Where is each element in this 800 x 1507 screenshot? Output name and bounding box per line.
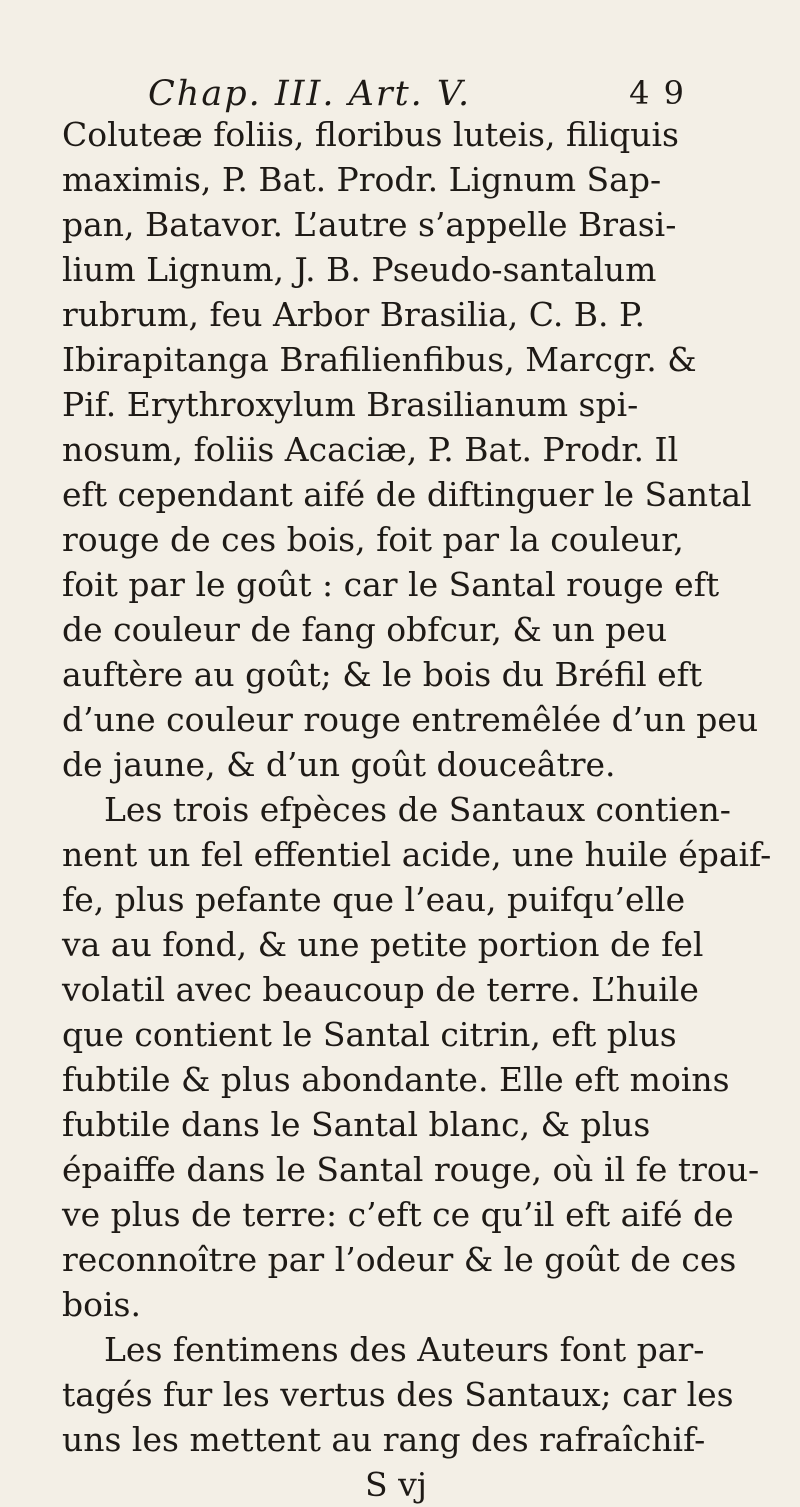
- paragraph-start-line: Les fentimens des Auteurs font par-: [104, 1330, 705, 1369]
- text-line: fubtile & plus abondante. Elle eft moins: [62, 1060, 730, 1099]
- text-line: ve plus de terre: c’eft ce qu’il eft aifé de: [62, 1195, 734, 1234]
- text-line: volatil avec beaucoup de terre. L’huile: [62, 970, 699, 1009]
- text-line: nent un fel effentiel acide, une huile épaif-: [62, 835, 772, 874]
- text-line: d’une couleur rouge entremêlée d’un peu: [62, 700, 759, 739]
- body-text: [62, 112, 772, 1507]
- running-title: Chap. III. Art. V.: [148, 74, 472, 114]
- text-line: de jaune, & d’un goût douceâtre.: [62, 745, 616, 784]
- text-line: rouge de ces bois, foit par la couleur,: [62, 520, 684, 559]
- text-line: uns les mettent au rang des rafraîchif-: [62, 1420, 706, 1459]
- text-line: fe, plus pefante que l’eau, puifqu’elle: [62, 880, 686, 919]
- text-line: Coluteæ foliis, floribus luteis, filiquis: [62, 115, 679, 154]
- paragraph-start-line: Les trois efpèces de Santaux contien-: [104, 790, 731, 829]
- text-line: lium Lignum, J. B. Pseudo-santalum: [62, 250, 657, 289]
- text-line: foit par le goût : car le Santal rouge eft: [62, 565, 720, 604]
- text-line: va au fond, & une petite portion de fel: [62, 925, 704, 964]
- text-line: eft cependant aifé de diftinguer le Santal: [62, 475, 752, 514]
- text-line: auftère au goût; & le bois du Bréfil eft: [62, 655, 703, 694]
- text-line: Ibirapitanga Brafilienfibus, Marcgr. &: [62, 340, 697, 379]
- text-line: pan, Batavor. L’autre s’appelle Brasi-: [62, 205, 677, 244]
- text-line: reconnoître par l’odeur & le goût de ces: [62, 1240, 737, 1279]
- text-line: nosum, foliis Acaciæ, P. Bat. Prodr. Il: [62, 430, 679, 469]
- text-line: tagés fur les vertus des Santaux; car les: [62, 1375, 734, 1414]
- text-line: rubrum, feu Arbor Brasilia, C. B. P.: [62, 295, 646, 334]
- text-line: de couleur de fang obfcur, & un peu: [62, 610, 668, 649]
- text-line: que contient le Santal citrin, eft plus: [62, 1015, 677, 1054]
- page-number: 4 9: [629, 74, 686, 112]
- signature-mark: S vj: [365, 1465, 427, 1504]
- text-line: Pif. Erythroxylum Brasilianum spi-: [62, 385, 639, 424]
- text-line: fubtile dans le Santal blanc, & plus: [62, 1105, 651, 1144]
- text-line: maximis, P. Bat. Prodr. Lignum Sap-: [62, 160, 662, 199]
- text-line: bois.: [62, 1285, 141, 1324]
- text-line: épaiffe dans le Santal rouge, où il fe trou-: [62, 1150, 760, 1189]
